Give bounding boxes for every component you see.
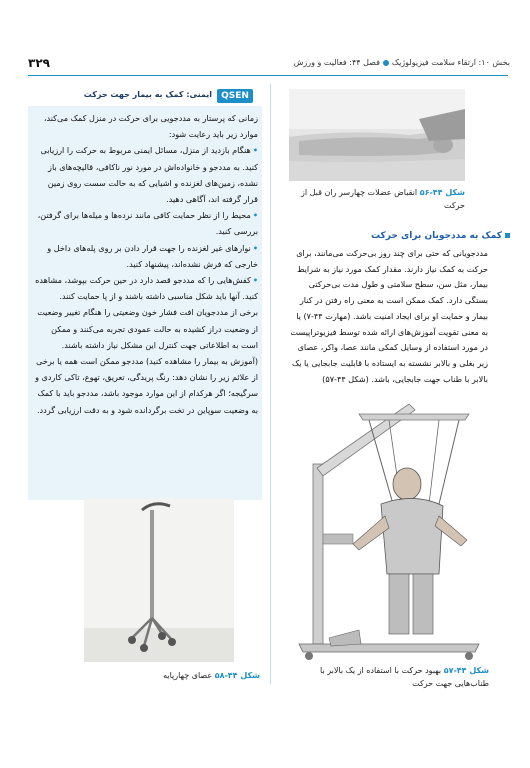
qsen-intro: زمانی که پرستار به مددجویی برای حرکت در منزل کمک می‌کند، موارد زیر باید رعایت شود: [43, 113, 258, 140]
qsen-closing: برخی از مددجویان افت فشار خون وضعیتی را هنگام تغییر وضعیت از وضعیت دراز کشیده به حالت عمودی تجربه می‌کنند و ممکن است به اطلاعاتی جهت کنترل این مشکل نیاز داشته باشند. (آموزش به بیمار را مشاهده کنید) مددجو ممکن است همه یا برخی از علائم زیر را نشان دهد: رنگ پریدگی، تعریق، تهوع، تاکی کاردی و سرگیجه؛ اگر هرکدام از این موارد موجود باشد، مددجو باید با کمک به وضعیت سوپاین در تخت برگردانده شود و به دقت ارزیابی گردد. [35, 307, 258, 415]
header-rule [28, 75, 508, 76]
running-head-part: بخش ۱۰: ارتقاء سلامت فیزیولوژیک [391, 58, 510, 67]
figure-57-caption-text: بهبود حرکت با استفاده از یک بالابر با طناب‌هایی جهت حرکت [320, 666, 489, 688]
qsen-bullet-text: نوارهای غیر لغزنده را جهت قرار دادن بر روی پله‌های داخل و خارجی که فرش نشده‌اند، پیشنهاد کنید. [47, 242, 258, 269]
figure-58-photo [84, 498, 234, 662]
figure-57-photo [289, 394, 489, 662]
page-number: ۳۲۹ [28, 56, 50, 70]
section-body: مددجویانی که حتی برای چند روز بی‌حرکت می‌مانند، برای حرکت به کمک نیاز دارند. مقدار کمک مورد نیاز به شرایط بیمار، مثل سن، سطح سلامتی و طول مدت بی‌حرکتی بستگی دارد. کمک ممکن است به معنی راه رفتن در کنار بیمار و حمایت او برای ایجاد امنیت باشد. (مهارت ۴۴-۷) یا به معنی تقویت آموزش‌های ارائه شده توسط فیزیوتراپیست در مورد استفاده از وسایل کمکی مانند عصا، واکر، عصای زیر بغلی و بالابر نشسته به ایستاده با قابلیت جابجایی یا یک بالابر با طناب جهت جابجایی، باشد. (شکل ۴۴-۵۷) [290, 248, 488, 384]
qsen-bullet [34, 142, 258, 207]
section-title: کمک به مددجویان برای حرکت [371, 231, 502, 241]
running-head-dot-icon [383, 60, 389, 66]
bullet-dot-icon: • [252, 210, 258, 221]
leg-photo-illustration [289, 89, 465, 181]
section-marker-icon [505, 233, 510, 238]
figure-57-label: شکل ۴۴-۵۷ [443, 666, 489, 675]
qsen-bullet [34, 240, 258, 272]
bullet-dot-icon: • [252, 145, 258, 156]
running-head [294, 58, 510, 67]
qsen-bullet-text: کفش‌هایی را که مددجو قصد دارد در حین حرکت بپوشد، مشاهده کنید. آنها باید شکل مناسبی داشته باشند و از پا حمایت کنند. [35, 275, 258, 302]
qsen-content [34, 110, 258, 418]
qsen-bullet-text: هنگام بازدید از منزل، مسائل ایمنی مربوط به حرکت را ارزیابی کنید. به مددجو و خانواده‌اش در مورد نور ناکافی، قالیچه‌های باز نشده، زمین‌های لغزنده و اشیایی که به حالت سست روی زمین قرار گرفته اند، آگاهی دهید. [40, 145, 258, 205]
figure-58-caption [84, 669, 260, 682]
bullet-dot-icon: • [252, 275, 258, 286]
qsen-title: ایمنی: کمک به بیمار جهت حرکت [83, 90, 212, 99]
figure-58-label: شکل ۴۴-۵۸ [214, 671, 260, 680]
figure-56-caption [289, 186, 465, 212]
column-divider [270, 84, 271, 684]
qsen-bullet-text: محیط را از نظر حمایت کافی مانند نرده‌ها و میله‌ها برای گرفتن، بررسی کنید. [37, 210, 258, 237]
qsen-bullet [34, 272, 258, 304]
qsen-badge: QSEN [217, 89, 253, 103]
figure-57-caption [289, 664, 489, 690]
figure-56-label: شکل ۴۴-۵۶ [419, 188, 465, 197]
quad-cane-illustration [84, 498, 234, 662]
running-head-chapter: فصل ۴۴: فعالیت و ورزش [293, 58, 380, 67]
patient-lift-illustration [289, 394, 489, 662]
section-heading [371, 231, 510, 241]
figure-58-caption-text: عصای چهارپایه [163, 671, 213, 680]
qsen-bullet [34, 207, 258, 239]
bullet-dot-icon: • [252, 242, 258, 253]
figure-56-photo [289, 89, 465, 181]
figure-56-caption-text: انقباض عضلات چهارسر ران قبل از حرکت [300, 188, 465, 210]
